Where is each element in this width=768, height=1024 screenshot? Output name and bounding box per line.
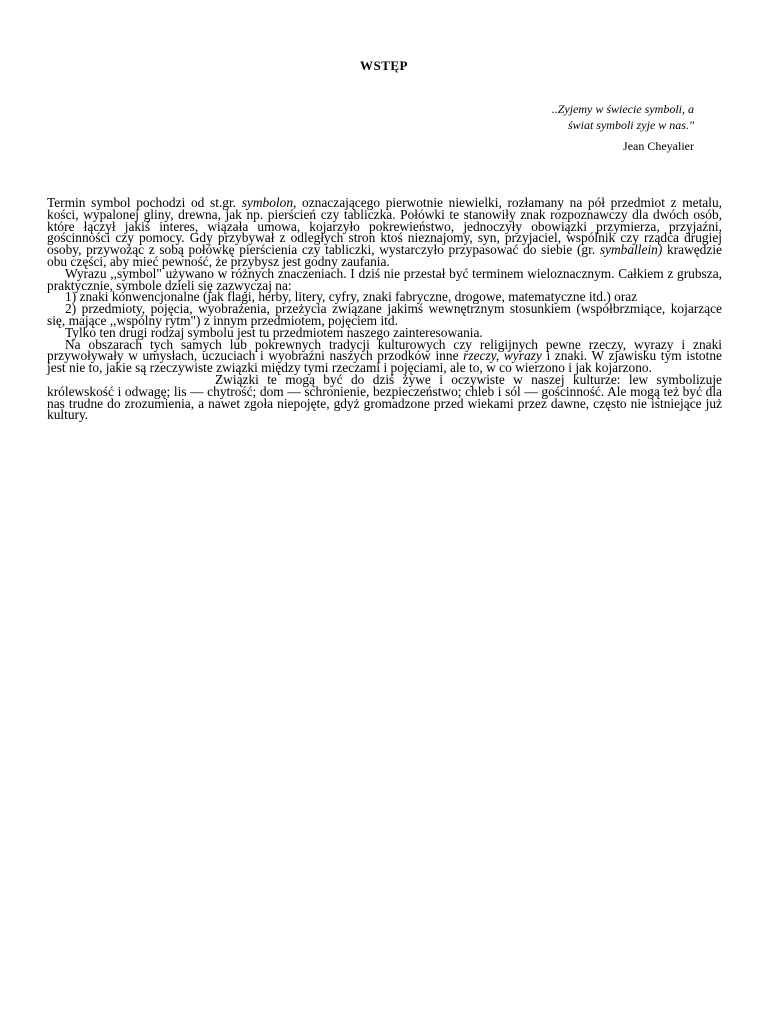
- epigraph-line-2: świat symboli zyje w nas.": [567, 118, 694, 132]
- paragraph-6-part-a: Na obszarach tych samych lub pokrewnych tradycji kulturowych czy religijnych pewne rzeczy, wyrazy i znaki przywoływały w umysłach, uczuciach i wyobraźni naszych przodków inne: [47, 336, 722, 364]
- body-text: [47, 197, 722, 421]
- epigraph-author: Jean Cheyalier: [623, 139, 694, 153]
- paragraph-4: 2) przedmioty, pojęcia, wyobrażenia, przeżycia związane jakimś wewnętrznym stosunkiem (współbrzmiące, kojarzące się, mające ,,wspólny rytm") z innym przedmiotem, pojęciem itd.: [47, 301, 722, 328]
- paragraph-1-part-b: oznaczającego pierwotnie niewielki, rozłamany na pół przedmiot z metalu, kości, wypalonej gliny, drewna, jak np. pierścień czy tabliczka. Połówki te stanowiły znak rozpoznawczy dla dwóch osób, które łączył jakiś interes, wiązała umowa, kojarzyło pokrewieństwo, jednoczyły obowiązki przymierza, przyjaźni, gościnności czy pomocy. Gdy przybywał z odległych stron ktoś nieznajomy, syn, przyjaciel, wspólnik czy rządca drugiej osoby, przywożąc z sobą połówkę pierścienia czy tabliczki, wystarczyło przypasować do siebie (gr.: [47, 195, 722, 258]
- page-title: WSTĘP: [359, 58, 408, 73]
- epigraph: [394, 101, 694, 154]
- paragraph-1: [47, 197, 722, 268]
- paragraph-3: 1) znaki konwencjonalne (jak flagi, herby, litery, cyfry, znaki fabryczne, drogowe, matematyczne itd.) oraz: [65, 289, 638, 305]
- paragraph-2: Wyrazu ,,symbol" używano w różnych znaczeniach. I dziś nie przestał być terminem wieloznacznym. Całkiem z grubsza, praktycznie, symbole dzieli się zazwyczaj na:: [47, 265, 722, 293]
- paragraph-1-term-symballein: symballein): [599, 242, 663, 258]
- paragraph-6-term: rzeczy, wyrazy: [463, 348, 542, 364]
- epigraph-line-1: ..Zyjemy w świecie symboli, a: [551, 102, 694, 116]
- paragraph-1-part-a: Termin symbol pochodzi od st.gr.: [47, 195, 242, 210]
- paragraph-1-part-c: krawędzie obu części, aby mieć pewność, że przybysz jest godny zaufania.: [47, 242, 722, 269]
- paragraph-6-part-b: i znaki. W zjawisku tym istotne jest nie to, jakie są rzeczywiste związki między tymi rzeczami i pojęciami, ale to, w co wierzono i jak kojarzono.: [47, 348, 722, 376]
- paragraph-6: [47, 336, 722, 376]
- paragraph-1-term-symbolon: symbolon,: [241, 195, 297, 210]
- paragraph-5: Tylko ten drugi rodzaj symbolu jest tu przedmiotem naszego zainteresowania.: [65, 324, 483, 340]
- paragraph-7: Związki te mogą być do dziś żywe i oczywiste w naszej kulturze: lew symbolizuje królewskość i odwagę; lis — chytrość; dom — schronienie, bezpieczeństwo; chleb i sól — gościnność. Ale mogą też być dla nas trudne do zrozumienia, a nawet zgoła niepojęte, gdyż gromadzone przed wiekami przez dawne, często nie istniejące już kultury.: [47, 371, 722, 423]
